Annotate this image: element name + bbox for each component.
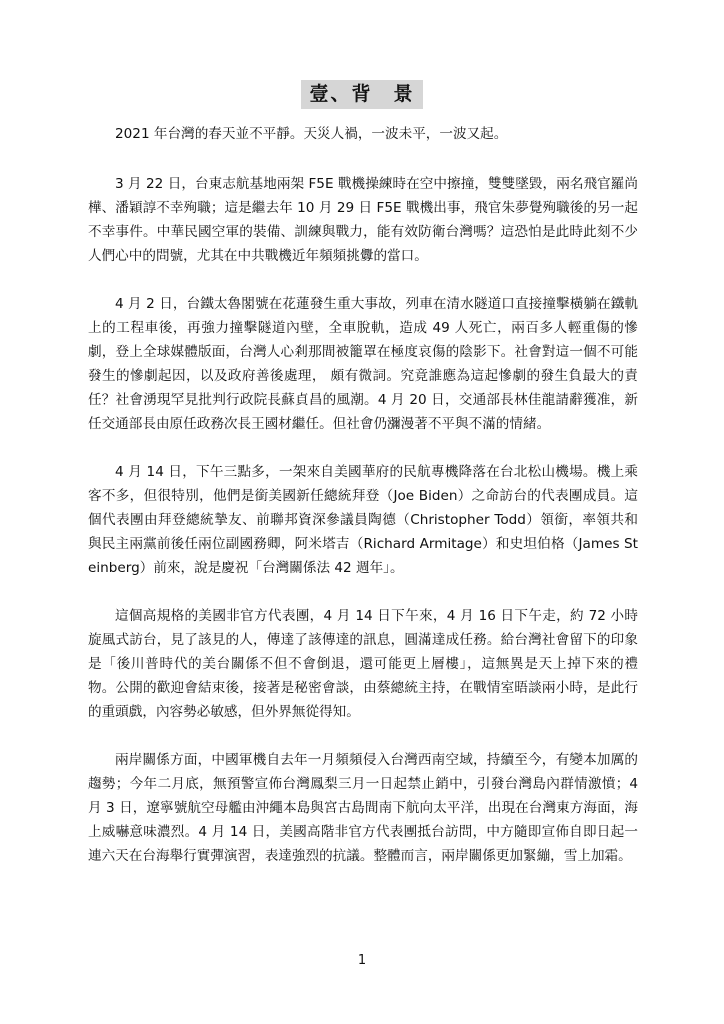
section-title: 壹、背 景	[301, 80, 422, 109]
heading-container	[0, 80, 724, 109]
paragraph-intro: 2021 年台灣的春天並不平靜。天災人禍，一波未平，一波又起。	[115, 126, 508, 142]
paragraph-air-force-crash: 3 月 22 日，台東志航基地兩架 F5E 戰機操練時在空中擦撞，雙雙墜毀，兩名飛官羅尚樺、潘穎諄不幸殉職；這是繼去年 10 月 29 日 F5E 戰機出事，飛官朱夢覺殉職後的另一起不幸事件。中華民國空軍的裝備、訓練與戰力，能有效防衛台灣嗎？這恐怕是此時此刻不少人們心中的問號，尤其在中共戰機近年頻頻挑釁的當口。	[88, 176, 638, 264]
paragraph-train-accident: 4 月 2 日，台鐵太魯閣號在花蓮發生重大事故，列車在清水隧道口直接撞擊橫躺在鐵軌上的工程車後，再強力撞擊隧道內壁，全車脫軌，造成 49 人死亡，兩百多人輕重傷的慘劇，登上全球媒體版面，台灣人心剎那間被籠罩在極度哀傷的陰影下。社會對這一個不可能發生的慘劇起因，以及政府善後處理， 頗有微詞。究竟誰應為這起慘劇的發生負最大的責任？社會湧現罕見批判行政院長蘇貞昌的風潮。4 月 20 日，交通部長林佳龍請辭獲准，新任交通部長由原任政務次長王國材繼任。但社會仍瀰漫著不平與不滿的情緒。	[88, 296, 638, 432]
paragraph-cross-strait: 兩岸關係方面，中國軍機自去年一月頻頻侵入台灣西南空域，持續至今，有變本加厲的趨勢；今年二月底，無預警宣佈台灣鳳梨三月一日起禁止銷中，引發台灣島內群情激憤；4 月 3 日，遼寧號航空母艦由沖繩本島與宮古島間南下航向太平洋，出現在台灣東方海面，海上威嚇意味濃烈。4 月 14 日，美國高階非官方代表團抵台訪問，中方隨即宣佈自即日起一連六天在台海舉行實彈演習，表達強烈的抗議。整體而言，兩岸關係更加緊繃，雪上加霜。	[88, 752, 638, 864]
page-number: 1	[357, 953, 367, 968]
paragraph-us-delegation-visit: 這個高規格的美國非官方代表團，4 月 14 日下午來，4 月 16 日下午走，約 72 小時旋風式訪台，見了該見的人，傳達了該傳達的訊息，圓滿達成任務。給台灣社會留下的印象是「後川普時代的美台關係不但不會倒退，還可能更上層樓」，這無異是天上掉下來的禮物。公開的歡迎會結束後，接著是秘密會談，由蔡總統主持，在戰情室晤談兩小時，是此行的重頭戲，內容勢必敏感，但外界無從得知。	[88, 608, 638, 720]
paragraph-us-delegation-arrival: 4 月 14 日，下午三點多，一架來自美國華府的民航專機降落在台北松山機場。機上乘客不多，但很特別，他們是銜美國新任總統拜登（Joe Biden）之命訪台的代表團成員。這個代表團由拜登總統摯友、前聯邦資深參議員陶德（Christopher Todd）領銜，率領共和與民主兩黨前後任兩位副國務卿，阿米塔吉（Richard Armitage）和史坦伯格（James Steinberg）前來，說是慶祝「台灣關係法 42 週年」。	[88, 464, 638, 576]
body-text	[88, 122, 638, 892]
